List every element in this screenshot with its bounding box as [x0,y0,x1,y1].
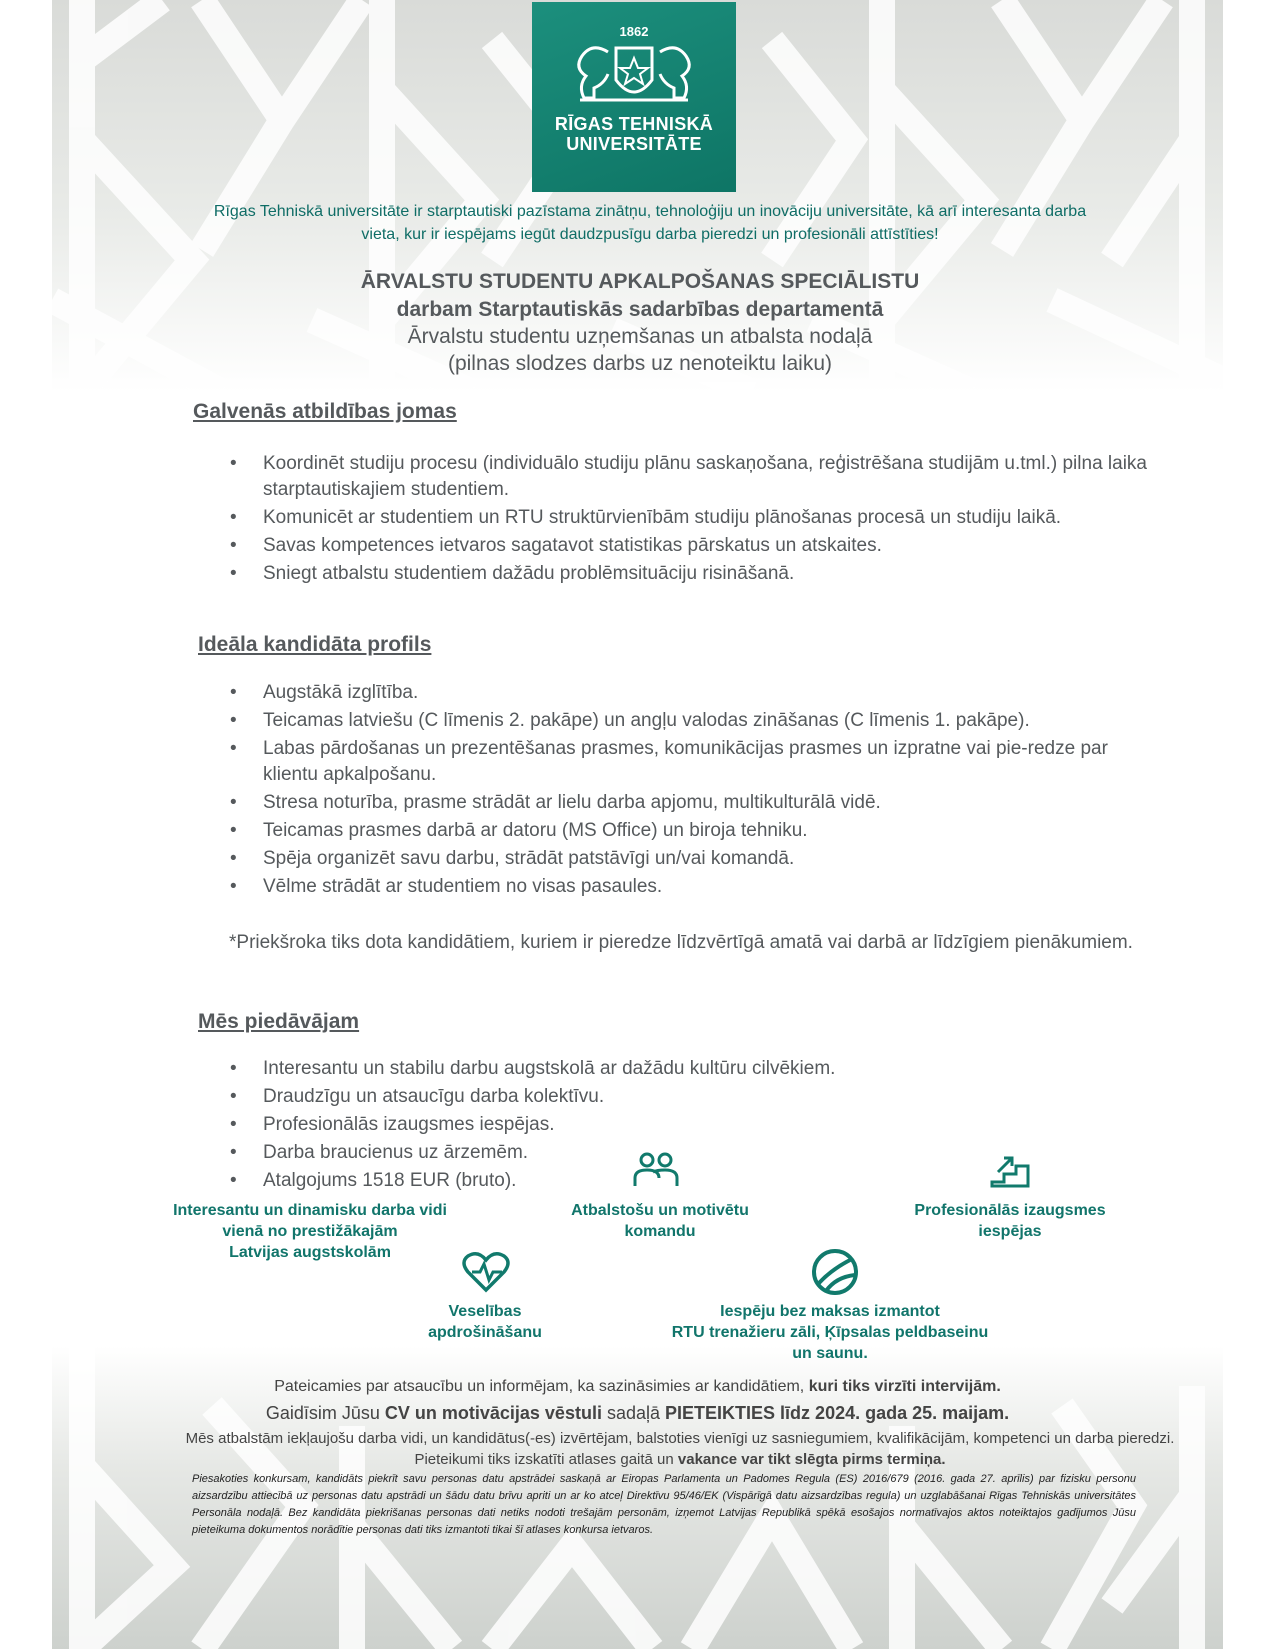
logo-name-line2: UNIVERSITĀTE [566,134,702,154]
growth-stairs-icon [988,1152,1032,1190]
footer-thanks-text: Pateicamies par atsaucību un informējam, ka sazināsimies ar kandidātiem, [274,1378,805,1395]
list-item: • Savas kompetences ietvaros sagatavot statistikas pārskatus un atskaites. [230,533,1150,559]
footer-inclusive [180,1428,1180,1470]
position-department: darbam Starptautiskās sadarbības departamentā [396,298,884,321]
list-item: • Teicamas prasmes darbā ar datoru (MS Office) un biroja tehniku. [230,818,1150,844]
footer-await-mid: sadaļā [606,1403,661,1423]
ball-icon [810,1247,860,1297]
team-icon [630,1150,682,1190]
benefit-health [400,1301,570,1343]
list-item: • Koordinēt studiju procesu (individuālo studiju plānu saskaņošana, reģistrēšana studijām u.tml.) pilna laika starptautiskajiem studentiem. [230,451,1150,503]
benefit-environment-line2: vienā no prestižākajām [222,1223,398,1240]
rtu-logo [532,2,736,192]
legal-notice: Piesakoties konkursam, kandidāts piekrīt savu personas datu apstrādei saskaņā ar Eiropas Parlamenta un Padomes Regula (ES) 2016/679 (2016. gada 27. aprīlis) par fizisku personu aizsardzību attiecībā uz personas datu apstrādi un šādu datu brīvu apriti un ar ko atceļ Direktīvu 95/46/EK (Vispārīgā datu aizsardzības regula) un uzglabāšanai Rīgas Tehniskās universitātes Personāla nodaļā. Bez kandidāta piekrišanas personas dati netiks nodoti trešajām personām, izņemot Latvijas Republikā spēkā esošajos normatīvajos aktos noteiktajos gadījumos Jūsu pieteikuma dokumentos norādītie personas dati tiks izmantoti tikai šī atlases konkursa ietvaros. [192,1473,1136,1536]
responsibilities-list [230,451,1150,589]
footer-inclusive-text: Mēs atbalstām iekļaujošu darba vidi, un kandidātus(-es) izvērtējam, balstoties vienīgi uz sasniegumiem, kvalifikācijām, kompetenci un darba pieredzi. Pieteikumi tiks izskatīti atlases gaitā un [185,1430,1175,1468]
benefit-team-line2: komandu [624,1223,696,1240]
coat-of-arms-icon [564,38,704,110]
intro-line2: vieta, kur ir iespējams iegūt daudzpusīgu darba pieredzi un profesionāli attīstīties! [361,226,939,243]
position-terms: (pilnas slodzes darbs uz nenoteiktu laiku) [447,352,833,375]
list-item: • Profesionālās izaugsmes iespējas. [230,1112,1150,1138]
benefit-health-line2: apdrošināšanu [428,1324,542,1341]
profile-title: Ideāla kandidāta profils [198,633,432,656]
list-item: • Spēja organizēt savu darbu, strādāt patstāvīgi un/vai komandā. [230,846,1150,872]
responsibilities-title: Galvenās atbildības jomas [193,400,457,423]
preference-note: *Priekšroka tiks dota kandidātiem, kuriem ir pieredze līdzvērtīgā amatā vai darbā ar līdzīgiem pienākumiem. [229,932,1133,953]
list-item: • Interesantu un stabilu darbu augstskolā ar dažādu kultūru cilvēkiem. [230,1056,1150,1082]
benefit-environment-line3: Latvijas augstskolām [229,1244,391,1261]
list-item: • Atalgojums 1518 EUR (bruto). [230,1168,1150,1194]
benefit-sport-line1: Iespēju bez maksas izmantot [720,1303,940,1320]
benefit-sport-line3: un saunu. [792,1345,868,1362]
benefit-sport [640,1301,1020,1364]
footer-await [100,1403,1175,1424]
benefit-environment-line1: Interesantu un dinamisku darba vidi [173,1202,447,1219]
logo-name-line1: RĪGAS TEHNISKĀ [554,114,714,134]
profile-list [230,680,1150,902]
intro-line1: Rīgas Tehniskā universitāte ir starptautiski pazīstama zinātņu, tehnoloģiju un inovāciju universitāte, kā arī interesanta darba [213,203,1087,220]
benefit-team [540,1200,780,1242]
footer-await-pre: Gaidīsim Jūsu [265,1403,380,1423]
list-item: • Vēlme strādāt ar studentiem no visas pasaules. [230,874,1150,900]
benefit-growth-line2: iespējas [978,1223,1042,1240]
benefit-growth [890,1200,1130,1242]
list-item: • Darba braucienus uz ārzemēm. [230,1140,1150,1166]
list-item: • Komunicēt ar studentiem un RTU struktūrvienībām studiju plānošanas procesā un studiju laikā. [230,505,1150,531]
benefit-team-line1: Atbalstošu un motivētu [571,1202,749,1219]
list-item: • Labas pārdošanas un prezentēšanas prasmes, komunikācijas prasmes un izpratne vai pie-redze par klientu apkalpošanu. [230,736,1150,788]
footer-apply-deadline: PIETEIKTIES līdz 2024. gada 25. maijam. [665,1403,1010,1423]
logo-year: 1862 [619,24,649,39]
list-item: • Draudzīgu un atsaucīgu darba kolektīvu. [230,1084,1150,1110]
footer-inclusive-bold: vakance var tikt slēgta pirms termiņa. [677,1451,946,1468]
list-item: • Sniegt atbalstu studentiem dažādu problēmsituāciju risināšanā. [230,561,1150,587]
list-item: • Teicamas latviešu (C līmenis 2. pakāpe) un angļu valodas zināšanas (C līmenis 1. pakāpe). [230,708,1150,734]
benefit-growth-line1: Profesionālās izaugsmes [914,1202,1106,1219]
intro-text [160,200,1140,246]
footer-thanks-bold: kuri tiks virzīti intervijām. [808,1378,1001,1395]
footer-await-docs: CV un motivācijas vēstuli [384,1403,602,1423]
list-item: • Stresa noturība, prasme strādāt ar lielu darba apjomu, multikulturālā vidē. [230,790,1150,816]
position-title: ĀRVALSTU STUDENTU APKALPOŠANAS SPECIĀLISTU [360,270,920,293]
benefit-health-line1: Veselības [448,1303,522,1320]
benefit-environment [140,1200,480,1263]
benefit-sport-line2: RTU trenažieru zāli, Ķīpsalas peldbaseinu [671,1324,989,1341]
position-unit: Ārvalstu studentu uzņemšanas un atbalsta nodaļā [407,325,873,348]
list-item: • Augstākā izglītība. [230,680,1150,706]
footer-thanks [100,1378,1175,1396]
offer-title: Mēs piedāvājam [198,1010,360,1033]
